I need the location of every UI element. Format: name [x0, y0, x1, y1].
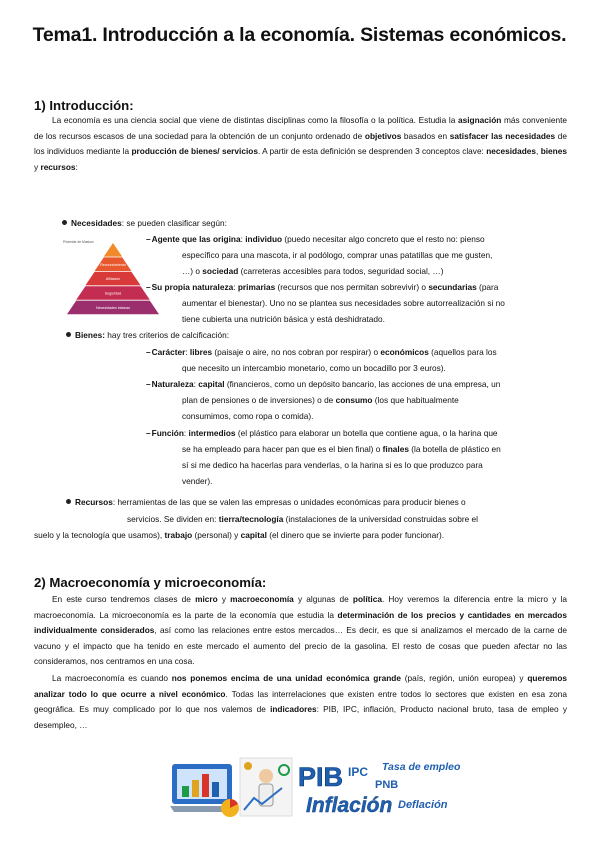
text-line: suelo y la tecnología que usamos), trabajo (personal) y capital (el dinero que se invierte para poder funcionar). [34, 530, 445, 540]
section-heading-macro-micro: 2) Macroeconomía y microeconomía: [34, 575, 267, 590]
section-heading-introduccion: 1) Introducción: [34, 98, 134, 113]
pyramid-caption: Pirámide de Maslow [63, 240, 94, 244]
inflacion-label: Inflación [306, 794, 393, 817]
sub-item-naturaleza-bienes: –Naturaleza: capital (financieros, como un depósito bancario, las acciones de una empresa, un [146, 379, 501, 389]
text-line: sí si me dedico ha hacerlas para venderlas, o la harina si es lo que produzco para [182, 460, 483, 470]
text-line: servicios. Se dividen en: tierra/tecnología (instalaciones de la universidad construidas sobre el [127, 514, 478, 524]
text-line: aumentar el bienestar). Uno no se plantea sus necesidades sobre autorrealización si no [182, 298, 505, 308]
sub-item-naturaleza: –Su propia naturaleza: primarias (recursos que nos permitan sobrevivir) o secundarias (para [146, 282, 499, 292]
pyramid-level-label: Reconocimiento [100, 262, 126, 267]
page-title: Tema1. Introducción a la economía. Sistemas económicos. [32, 24, 567, 46]
text-line: …) o sociedad (carreteras accesibles para todos, seguridad social, …) [182, 266, 444, 276]
tasa-label: Tasa de empleo [382, 761, 461, 773]
pyramid-level-label: Afiliación [105, 277, 121, 282]
sub-item-funcion: –Función: intermedios (el plástico para elaborar un botella que contiene agua, o la harina que [146, 428, 498, 438]
ipc-label: IPC [348, 765, 369, 779]
intro-paragraph: La economía es una ciencia social que viene de distintas disciplinas como la filosofía o la política. Estudia la asignación más conveniente de los recursos escasos de una sociedad para la obtención de un conjunto ordenado de objetivos basados en satisfacer las necesidades de los individuos mediante la producción de bienes/ servicios. A partir de esta definición se desprenden 3 conceptos clave: necesidades, bienes y recursos: [34, 115, 568, 172]
pyramid-level-label: Seguridad [104, 291, 122, 296]
bullet-icon [65, 331, 71, 337]
sub-item-agente: –Agente que las origina: individuo (puedo necesitar algo concreto que el resto no: pienso [146, 234, 485, 244]
text-line: consumimos, como ropa o comida). [182, 411, 314, 421]
macro-micro-paragraph-1: En este curso tendremos clases de micro y macroeconomía y algunas de política. Hoy veremos la diferencia entre la micro y la macroeconomía. La microeconomía es la parte de la economía que estudia la determinación de los precios y cantidades en mercados individualmente considerados, así como las relaciones entre estos mercados… Es decir, es que si analizamos el mercado de la carne de vacuno y el impacto que ha tenido en este mercado el aumento del precio de la gasolina. El resto de cosas que pueden afectar no las consideramos, nos centramos en una cosa. [34, 594, 567, 666]
text-line: plan de pensiones o de inversiones) o de consumo (los que habitualmente [182, 395, 459, 405]
pib-label: PIB [298, 762, 344, 792]
macro-micro-paragraph-2: La macroeconomía es cuando nos ponemos encima de una unidad económica grande (país, región, unión europea) y queremos analizar todo lo que ocurre a nivel económico. Todas las interrelaciones que existen entre todos lo sectores que existen en esa zona geográfica. Es muy complicado por lo que nos valemos de indicadores: PIB, IPC, inflación, Producto nacional bruto, tasa de empleo y desempleo, … [34, 673, 567, 730]
bullet-icon [61, 219, 67, 225]
text-line: tiene cubierta una nutrición básica y está deshidratado. [182, 314, 385, 324]
pyramid-level-label: Necesidades básicas [96, 306, 130, 310]
list-item-necesidades: Necesidades: se pueden clasificar según: [62, 217, 227, 229]
maslow-pyramid-image [63, 241, 163, 317]
sub-item-caracter: –Carácter: libres (paisaje o aire, no nos cobran por respirar) o económicos (aquellos para los [146, 347, 497, 357]
list-item-recursos: Recursos: herramientas de las que se valen las empresas o unidades económicas para producir bienes o [66, 496, 466, 508]
text-line: específico para una mascota, ir al podólogo, comprar unas patatillas que me gusten, [182, 250, 493, 260]
pnb-label: PNB [375, 779, 399, 791]
deflacion-label: Deflación [398, 799, 448, 811]
text-line: que necesito un intercambio monetario, como un bocadillo por 3 euros). [182, 363, 446, 373]
laptop-chart-icon [170, 764, 239, 817]
pyramid-level [104, 243, 122, 257]
text-line: se ha empleado para hacer pan que es el bien final) o finales (la botella de plástico en [182, 444, 501, 454]
economic-indicators-image [170, 752, 470, 824]
text-line: vender). [182, 476, 213, 486]
bullet-icon [65, 498, 71, 504]
list-item-bienes: Bienes: hay tres criterios de calcificación: [66, 329, 229, 341]
person-chart-icon [240, 758, 292, 816]
